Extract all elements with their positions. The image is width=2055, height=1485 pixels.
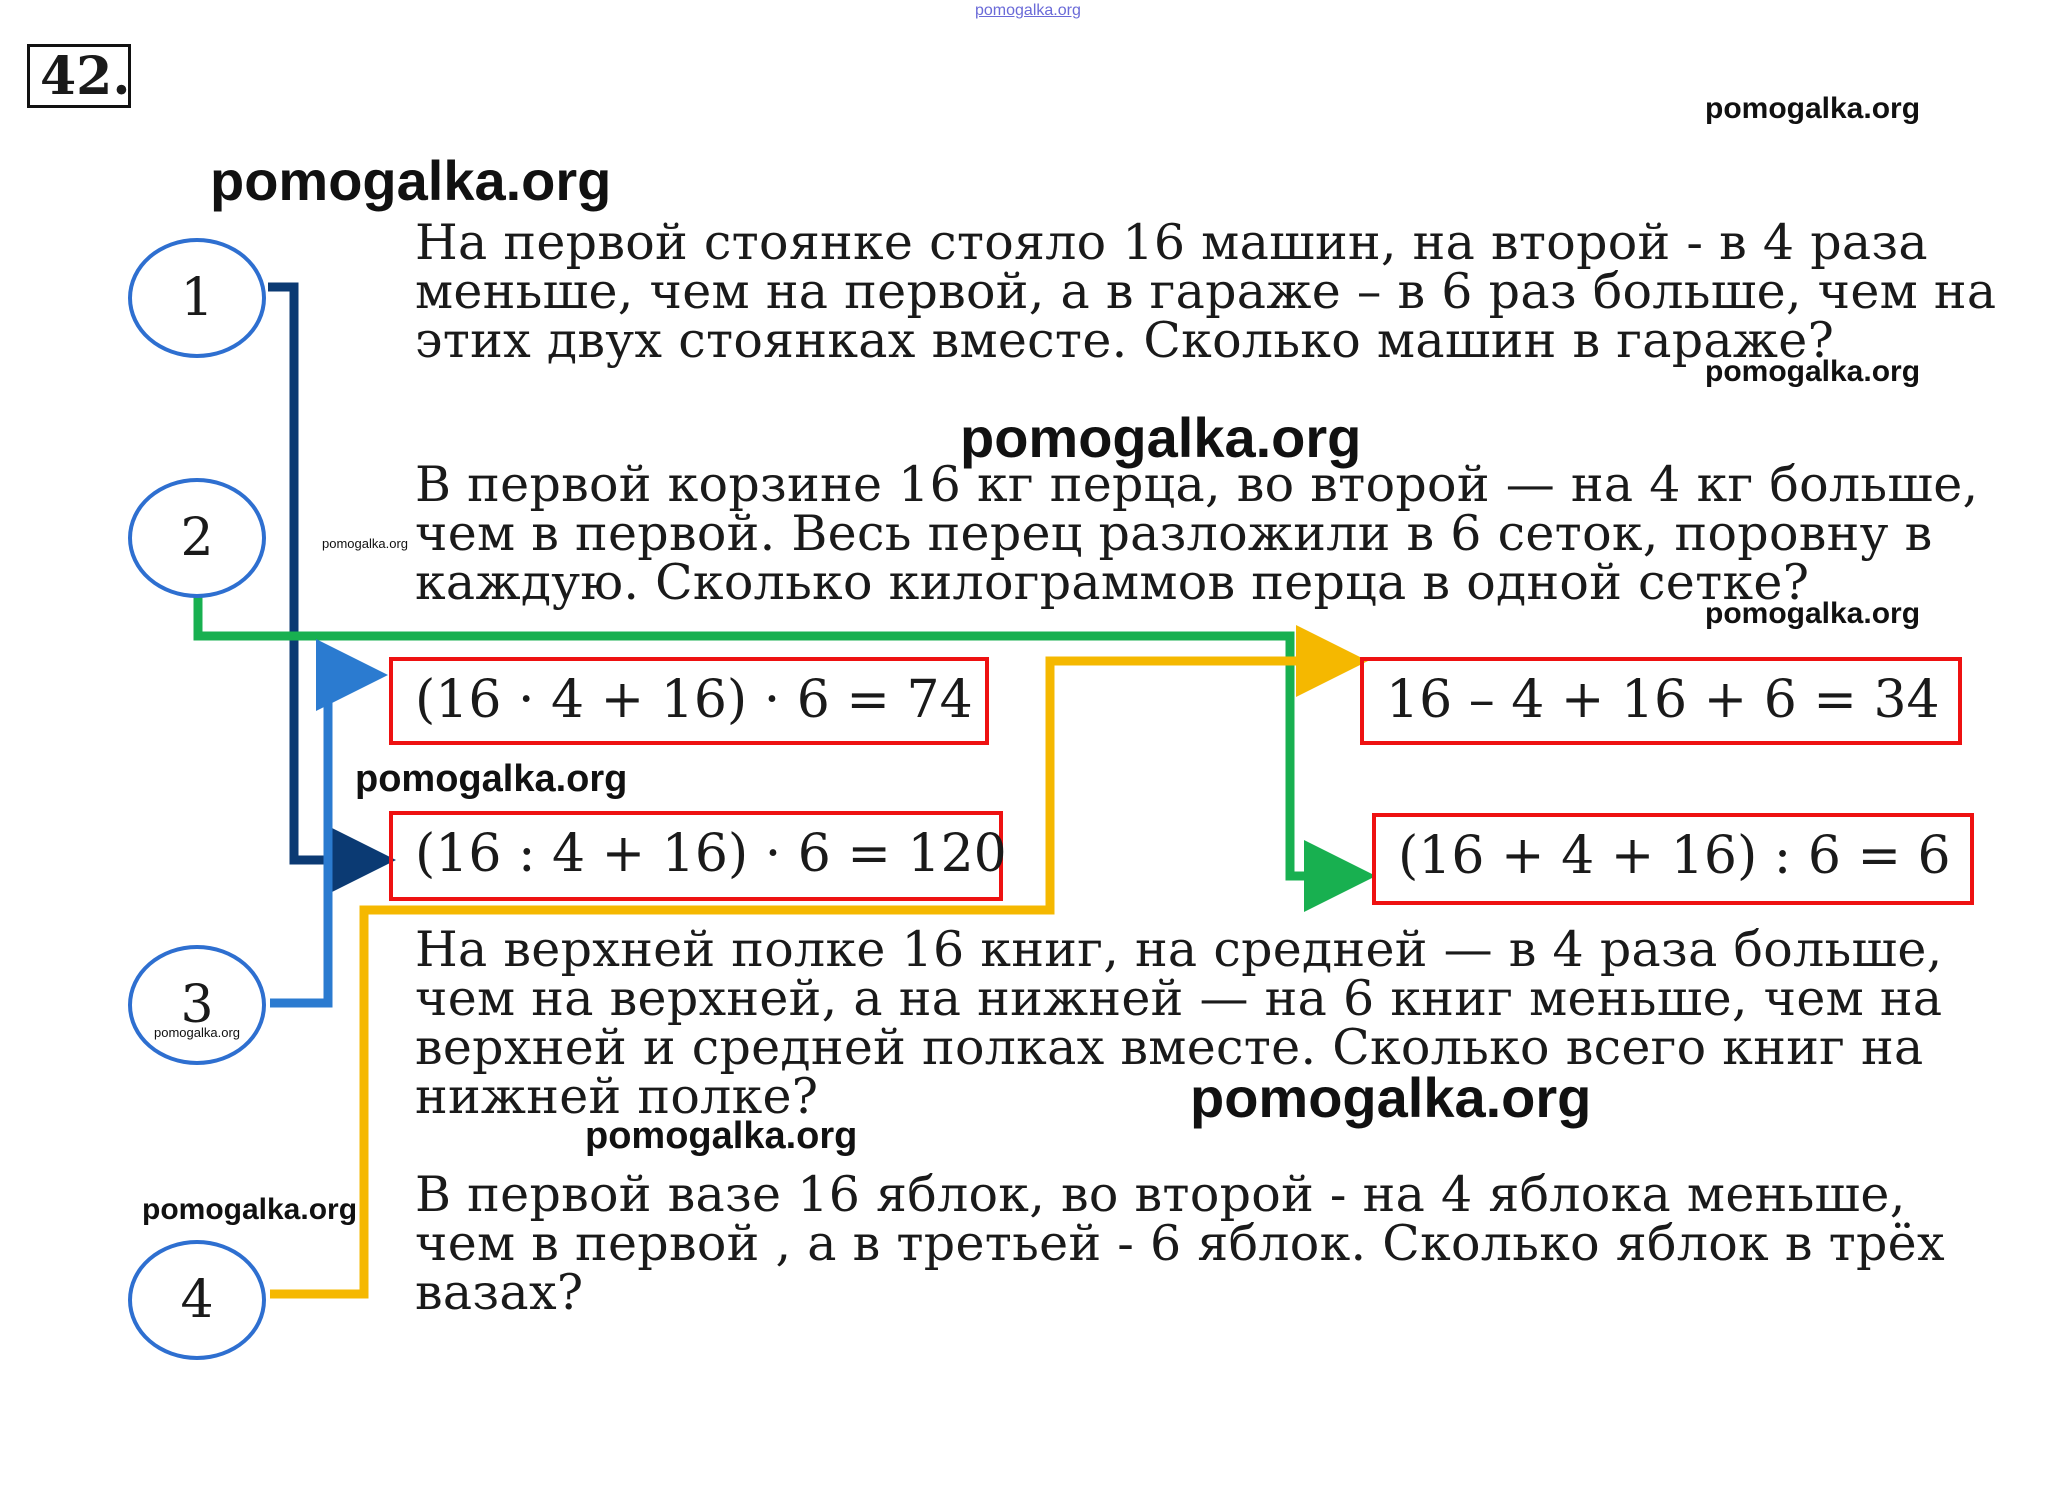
- problem-3-line-4: нижней полке?: [415, 1068, 819, 1125]
- problem-1-line-2: меньше, чем на первой, а в гараже – в 6 раз больше, чем на: [415, 263, 1997, 320]
- watermark-mid: pomogalka.org: [960, 406, 1362, 469]
- equation-box-3: 16 – 4 + 16 + 6 = 34: [1360, 657, 1962, 745]
- watermark-header: pomogalka.org: [210, 149, 612, 212]
- problem-4-line-2: чем в первой , а в третьей - 6 яблок. Сколько яблок в трёх: [415, 1215, 1945, 1272]
- problem-1-line-1: На первой стоянке стояло 16 машин, на второй - в 4 раза: [415, 214, 1928, 271]
- problem-3-line-1: На верхней полке 16 книг, на средней — в 4 раза больше,: [415, 921, 1943, 978]
- connector-problem-3: [270, 675, 370, 1003]
- problem-number-circle-2: 2: [128, 478, 266, 598]
- watermark-above-equation-2: pomogalka.org: [355, 758, 628, 800]
- problem-text-1: [415, 214, 2015, 369]
- problem-2-line-3: каждую. Сколько килограммов перца в одной сетке?: [415, 554, 1810, 611]
- watermark-top-center: pomogalka.org: [975, 2, 1081, 19]
- watermark-inside-circle-3: pomogalka.org: [154, 1025, 240, 1040]
- problem-3-line-3: верхней и средней полках вместе. Сколько всего книг на: [415, 1019, 1924, 1076]
- problem-2-line-2: чем в первой. Весь перец разложили в 6 сеток, поровну в: [415, 505, 1933, 562]
- problem-4-line-1: В первой вазе 16 яблок, во второй - на 4 яблока меньше,: [415, 1166, 1906, 1223]
- watermark-after-problem-2: pomogalka.org: [1705, 597, 1921, 630]
- equation-box-1: (16 · 4 + 16) · 6 = 74: [389, 657, 989, 745]
- connector-problem-1: [268, 287, 378, 860]
- watermark-after-problem-1: pomogalka.org: [1705, 355, 1921, 388]
- watermark-above-circle-4: pomogalka.org: [142, 1193, 358, 1226]
- problem-number-circle-4: 4: [128, 1240, 266, 1360]
- watermark-below-problem-3: pomogalka.org: [585, 1115, 858, 1157]
- problem-text-2: [415, 456, 2015, 611]
- equation-box-4: (16 + 4 + 16) : 6 = 6: [1372, 813, 1974, 905]
- problem-1-line-3: этих двух стоянках вместе. Сколько машин в гараже?: [415, 312, 1835, 369]
- problem-text-3: [415, 921, 2015, 1125]
- task-number: 42.: [27, 44, 131, 108]
- watermark-beside-circle-2: pomogalka.org: [322, 536, 408, 551]
- problem-4-line-3: вазах?: [415, 1264, 584, 1321]
- problem-text-4: [415, 1166, 2015, 1321]
- problem-3-line-2: чем на верхней, а на нижней — на 6 книг меньше, чем на: [415, 970, 1943, 1027]
- watermark-top-right: pomogalka.org: [1705, 92, 1921, 125]
- problem-number-circle-1: 1: [128, 238, 266, 358]
- problem-2-line-1: В первой корзине 16 кг перца, во второй — на 4 кг больше,: [415, 456, 1979, 513]
- watermark-problem-3: pomogalka.org: [1190, 1066, 1592, 1129]
- problem-number-circle-3: 3: [128, 945, 266, 1065]
- equation-box-2: (16 : 4 + 16) · 6 = 120: [389, 811, 1003, 901]
